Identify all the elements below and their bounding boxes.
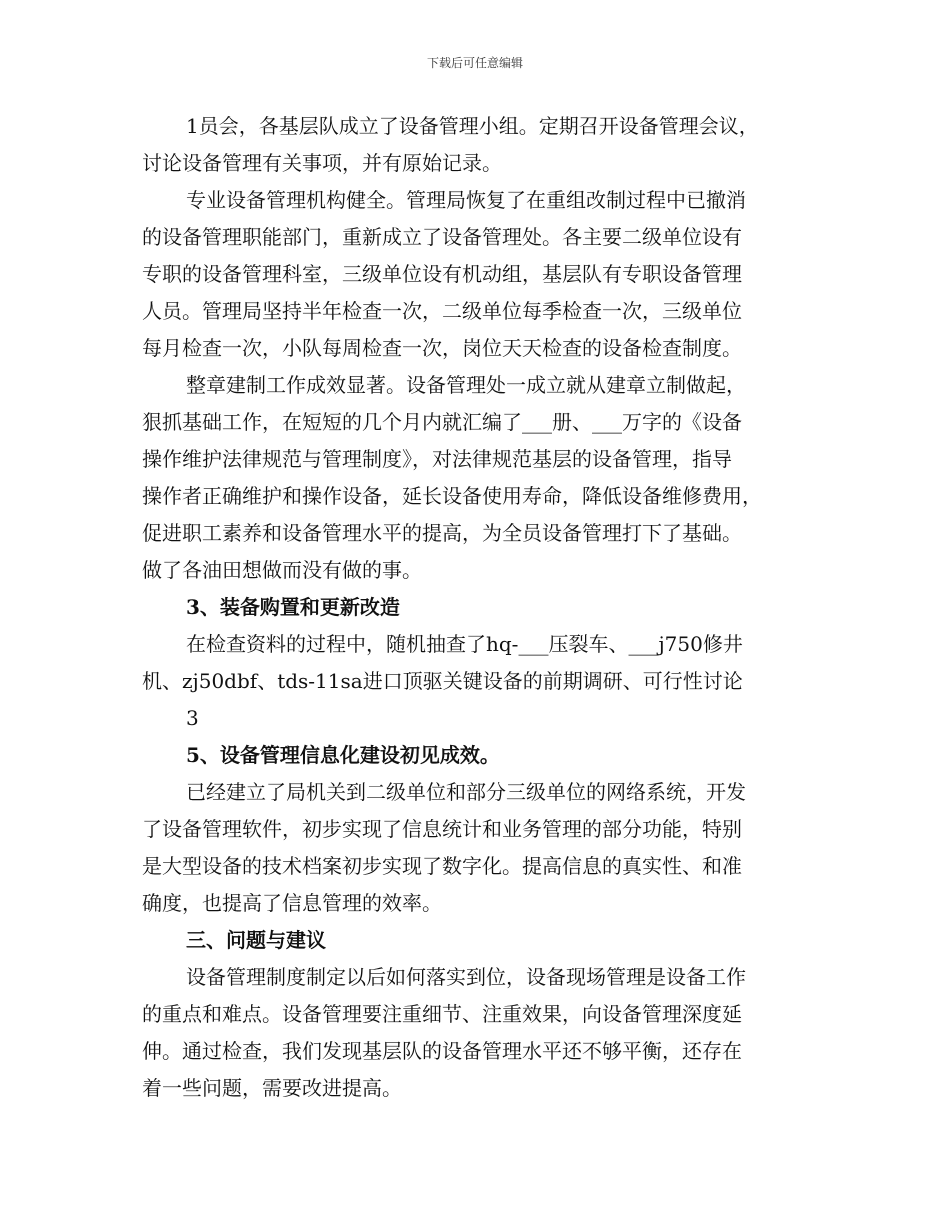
paragraph-line: 促进职工素养和设备管理水平的提高，为全员设备管理打下了基础。 — [142, 521, 742, 545]
paragraph-line: 着一些问题，需要改进提高。 — [142, 1076, 402, 1100]
section-heading: 5、设备管理信息化建设初见成效。 — [186, 743, 500, 767]
document-body — [142, 108, 814, 1107]
paragraph-line: 在检查资料的过程中，随机抽查了hq-___压裂车、___j750修井 — [186, 632, 743, 656]
paragraph-line: 做了各油田想做而没有做的事。 — [142, 558, 422, 582]
paragraph-line: 讨论设备管理有关事项，并有原始记录。 — [142, 151, 502, 175]
paragraph-line: 伸。通过检查，我们发现基层队的设备管理水平还不够平衡，还存在 — [142, 1039, 742, 1063]
paragraph-line: 每月检查一次，小队每周检查一次，岗位天天检查的设备检查制度。 — [142, 336, 742, 360]
paragraph-line: 了设备管理软件，初步实现了信息统计和业务管理的部分功能，特别 — [142, 817, 742, 841]
section-heading: 3、装备购置和更新改造 — [186, 595, 400, 619]
paragraph-line: 操作者正确维护和操作设备，延长设备使用寿命，降低设备维修费用， — [142, 484, 762, 508]
paragraph-line: 已经建立了局机关到二级单位和部分三级单位的网络系统，开发 — [186, 780, 746, 804]
paragraph-line: 整章建制工作成效显著。设备管理处一成立就从建章立制做起， — [186, 373, 746, 397]
paragraph-line: 的设备管理职能部门，重新成立了设备管理处。各主要二级单位设有 — [142, 225, 742, 249]
paragraph-line: 操作维护法律规范与管理制度》，对法律规范基层的设备管理，指导 — [142, 447, 732, 471]
paragraph-line: 专业设备管理机构健全。管理局恢复了在重组改制过程中已撤消 — [186, 188, 746, 212]
paragraph-line: 狠抓基础工作，在短短的几个月内就汇编了___册、___万字的《设备 — [142, 410, 742, 434]
paragraph-line: 确度，也提高了信息管理的效率。 — [142, 891, 442, 915]
paragraph-line: 3 — [186, 706, 199, 730]
paragraph-line: 1员会，各基层队成立了设备管理小组。定期召开设备管理会议， — [186, 114, 759, 138]
paragraph-line: 是大型设备的技术档案初步实现了数字化。提高信息的真实性、和准 — [142, 854, 742, 878]
paragraph-line: 人员。管理局坚持半年检查一次，二级单位每季检查一次，三级单位 — [142, 299, 742, 323]
paragraph-line: 机、zj50dbf、tds-11sa进口顶驱关键设备的前期调研、可行性讨论 — [142, 669, 743, 693]
paragraph-line: 设备管理制度制定以后如何落实到位，设备现场管理是设备工作 — [186, 965, 746, 989]
page-header: 下载后可任意编辑 — [426, 56, 523, 70]
section-heading: 三、问题与建议 — [186, 928, 326, 952]
paragraph-line: 的重点和难点。设备管理要注重细节、注重效果，向设备管理深度延 — [142, 1002, 742, 1026]
paragraph-line: 专职的设备管理科室，三级单位设有机动组，基层队有专职设备管理 — [142, 262, 742, 286]
